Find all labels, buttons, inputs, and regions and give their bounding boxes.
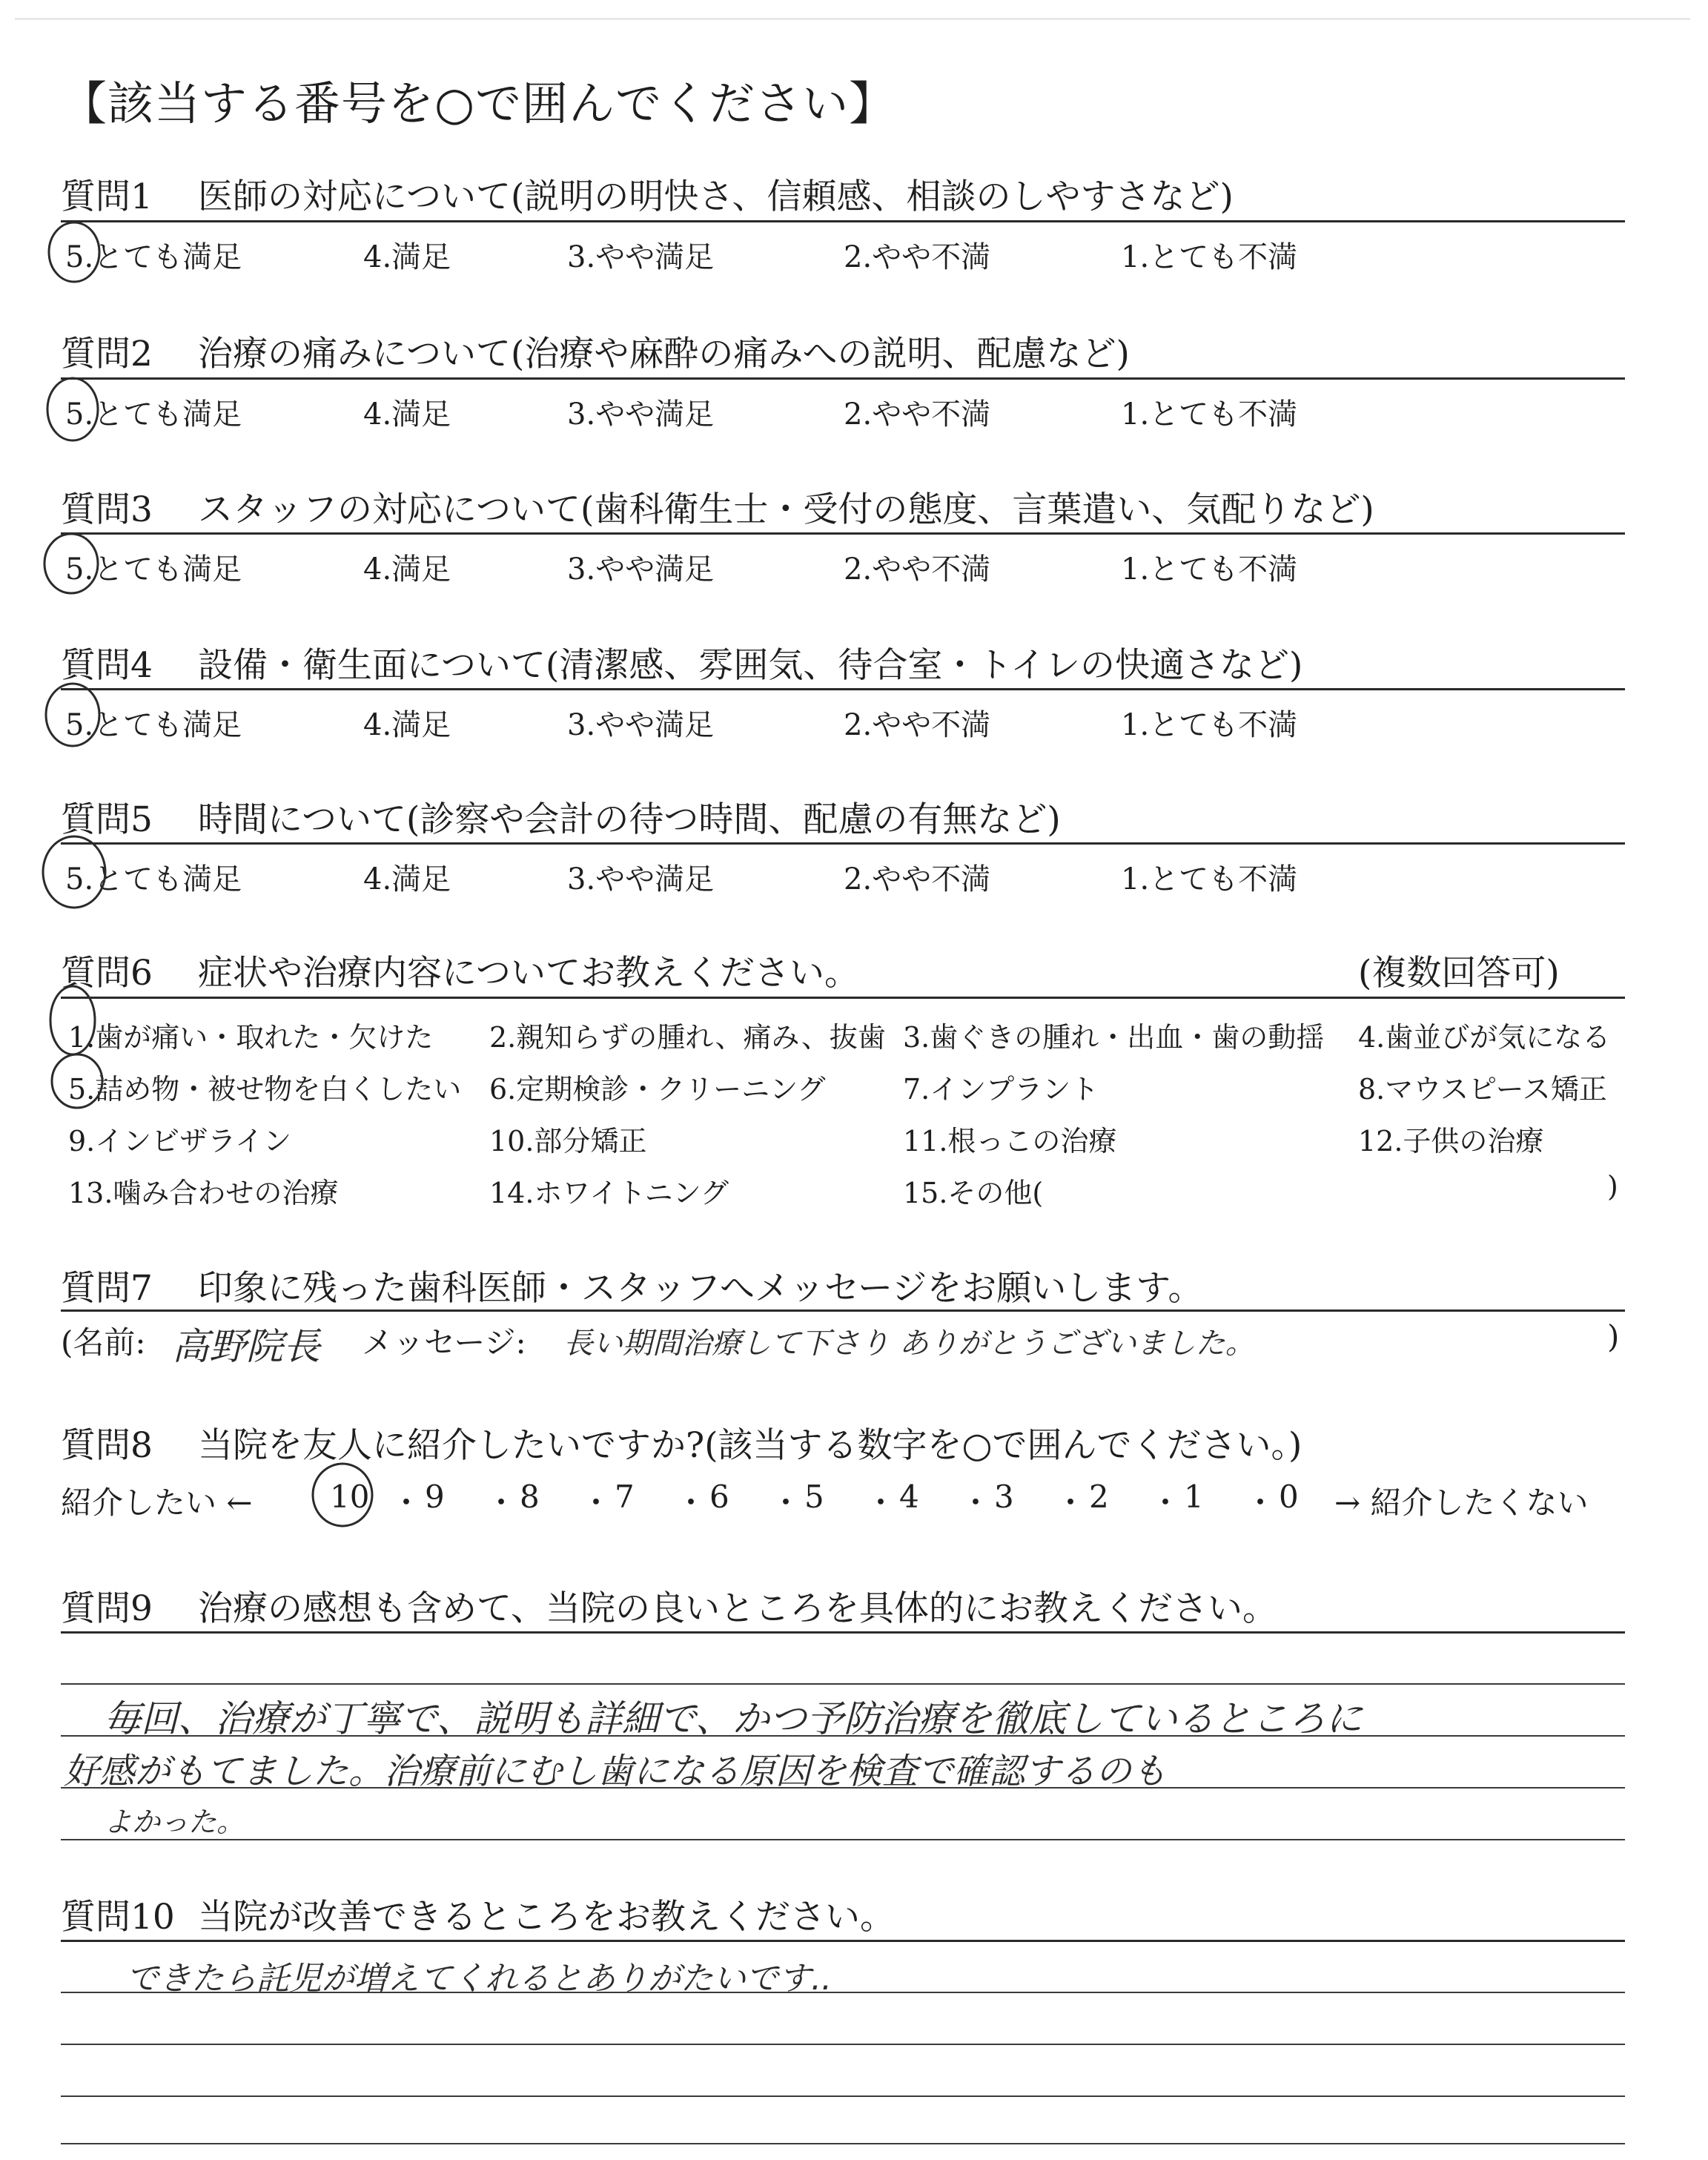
- question-8: [61, 1418, 1302, 1467]
- recommend-right-label: → 紹介したくない: [1334, 1484, 1589, 1521]
- recommend-score-6[interactable]: 6: [709, 1479, 729, 1515]
- question-number: 質問2: [61, 334, 153, 374]
- q6-option-1[interactable]: 1.歯が痛い・取れた・欠けた: [68, 1021, 434, 1054]
- answer-line: [61, 2095, 1625, 2097]
- recommend-score-8[interactable]: 8: [520, 1479, 540, 1515]
- q4-option-1[interactable]: 1.とても不満: [1121, 708, 1298, 742]
- question-text: 印象に残った歯科医師・スタッフへメッセージをお願いします。: [198, 1268, 1203, 1309]
- message-close-paren: ): [1607, 1318, 1620, 1355]
- recommend-score-9[interactable]: 9: [425, 1479, 445, 1515]
- q5-option-4[interactable]: 4.満足: [363, 862, 451, 896]
- question-7: [61, 1261, 1202, 1310]
- q6-option-4[interactable]: 4.歯並びが気になる: [1358, 1021, 1611, 1054]
- question-2: [61, 326, 1130, 376]
- scale-separator-dot: ・: [770, 1484, 802, 1521]
- scale-separator-dot: ・: [1150, 1484, 1182, 1521]
- handwritten-improvement-answer[interactable]: できたら託児が増えてくれるとありがたいです..: [126, 1960, 832, 1998]
- recommend-score-7[interactable]: 7: [615, 1479, 635, 1515]
- scale-separator-dot: ・: [580, 1484, 612, 1521]
- question-text: 症状や治療内容についてお教えください。: [198, 953, 860, 994]
- scale-separator-dot: ・: [1245, 1484, 1277, 1521]
- recommend-left-label: 紹介したい ←: [61, 1484, 253, 1521]
- recommend-score-3[interactable]: 3: [994, 1479, 1014, 1515]
- scale-separator-dot: ・: [391, 1484, 423, 1521]
- question-6: [61, 945, 859, 995]
- divider: [61, 688, 1625, 690]
- q6-option-6[interactable]: 6.定期検診・クリーニング: [489, 1073, 826, 1106]
- recommend-score-2[interactable]: 2: [1089, 1479, 1109, 1515]
- q3-option-1[interactable]: 1.とても不満: [1121, 552, 1298, 587]
- q3-option-4[interactable]: 4.満足: [363, 552, 451, 587]
- q5-option-3[interactable]: 3.やや満足: [567, 862, 715, 896]
- q6-option-11[interactable]: 11.根っこの治療: [903, 1125, 1117, 1157]
- q1-option-5[interactable]: 5.とても満足: [65, 240, 242, 274]
- divider: [61, 997, 1625, 999]
- q6-option-12[interactable]: 12.子供の治療: [1358, 1125, 1544, 1157]
- question-5: [61, 792, 1061, 842]
- scale-separator-dot: ・: [1055, 1484, 1087, 1521]
- q6-option-9[interactable]: 9.インビザライン: [68, 1125, 292, 1157]
- scale-separator-dot: ・: [675, 1484, 707, 1521]
- q6-option-5[interactable]: 5.詰め物・被せ物を白くしたい: [68, 1073, 462, 1106]
- recommend-score-0[interactable]: 0: [1279, 1479, 1299, 1515]
- recommend-score-1[interactable]: 1: [1184, 1479, 1204, 1515]
- question-3: [61, 482, 1374, 532]
- scale-separator-dot: ・: [960, 1484, 992, 1521]
- q5-option-1[interactable]: 1.とても不満: [1121, 862, 1298, 896]
- question-text: 治療の感想も含めて、当院の良いところを具体的にお教えください。: [198, 1588, 1278, 1629]
- q1-option-3[interactable]: 3.やや満足: [567, 240, 715, 274]
- q6-option-13[interactable]: 13.噛み合わせの治療: [68, 1177, 339, 1209]
- answer-line: [61, 2143, 1625, 2144]
- question-text: 設備・衛生面について(清潔感、雰囲気、待合室・トイレの快適さなど): [198, 645, 1303, 686]
- message-label: メッセージ:: [362, 1324, 526, 1361]
- q6-option-7[interactable]: 7.インプラント: [903, 1073, 1099, 1106]
- question-number: 質問10: [61, 1897, 175, 1938]
- q5-option-5[interactable]: 5.とても満足: [65, 862, 242, 896]
- divider: [61, 532, 1625, 535]
- question-number: 質問5: [61, 799, 153, 840]
- q2-option-4[interactable]: 4.満足: [363, 397, 451, 432]
- q6-option-8[interactable]: 8.マウスピース矯正: [1358, 1073, 1607, 1106]
- question-text: 治療の痛みについて(治療や麻酔の痛みへの説明、配慮など): [198, 334, 1130, 374]
- q6-option-3[interactable]: 3.歯ぐきの腫れ・出血・歯の動揺: [903, 1021, 1325, 1054]
- recommend-score-4[interactable]: 4: [899, 1479, 919, 1515]
- name-label: (名前:: [61, 1324, 146, 1361]
- divider: [61, 220, 1625, 222]
- q2-option-2[interactable]: 2.やや不満: [844, 397, 991, 432]
- question-number: 質問6: [61, 953, 153, 994]
- question-number: 質問4: [61, 645, 153, 686]
- q3-option-5[interactable]: 5.とても満足: [65, 552, 242, 587]
- divider: [61, 842, 1625, 845]
- answer-line: [61, 1839, 1625, 1840]
- question-text: 時間について(診察や会計の待つ時間、配慮の有無など): [198, 799, 1061, 840]
- handwritten-name[interactable]: 高野院長: [172, 1325, 320, 1368]
- question-text: 当院が改善できるところをお教えください。: [198, 1897, 895, 1938]
- handwritten-answer-line-3[interactable]: よかった。: [104, 1806, 245, 1838]
- q1-option-1[interactable]: 1.とても不満: [1121, 240, 1298, 274]
- q6-option-2[interactable]: 2.親知らずの腫れ、痛み、抜歯: [489, 1021, 886, 1054]
- q4-option-4[interactable]: 4.満足: [363, 708, 451, 742]
- question-9: [61, 1581, 1277, 1631]
- question-number: 質問8: [61, 1425, 153, 1466]
- divider: [61, 1309, 1625, 1312]
- question-10: [61, 1889, 895, 1939]
- divider: [61, 1631, 1625, 1634]
- q6-option-15[interactable]: 15.その他(: [903, 1177, 1044, 1209]
- q2-option-1[interactable]: 1.とても不満: [1121, 397, 1298, 432]
- question-text: 当院を友人に紹介したいですか?(該当する数字を○で囲んでください。): [198, 1425, 1302, 1466]
- scan-edge: [15, 18, 1690, 20]
- handwritten-answer-line-2[interactable]: 好感がもてました。治療前にむし歯になる原因を検査で確認するのも: [64, 1751, 1168, 1792]
- question-number: 質問1: [61, 176, 153, 217]
- multiple-answers-note: (複数回答可): [1358, 953, 1560, 994]
- question-1: [61, 169, 1234, 219]
- recommend-score-5[interactable]: 5: [804, 1479, 824, 1515]
- q4-option-2[interactable]: 2.やや不満: [844, 708, 991, 742]
- q5-option-2[interactable]: 2.やや不満: [844, 862, 991, 896]
- q6-option-10[interactable]: 10.部分矯正: [489, 1125, 647, 1157]
- q3-option-2[interactable]: 2.やや不満: [844, 552, 991, 587]
- question-text: 医師の対応について(説明の明快さ、信頼感、相談のしやすさなど): [198, 176, 1234, 217]
- scale-separator-dot: ・: [865, 1484, 897, 1521]
- recommend-score-10[interactable]: 10: [330, 1479, 370, 1515]
- question-number: 質問9: [61, 1588, 153, 1629]
- q3-option-3[interactable]: 3.やや満足: [567, 552, 715, 587]
- question-text: スタッフの対応について(歯科衛生士・受付の態度、言葉遣い、気配りなど): [198, 489, 1374, 530]
- question-number: 質問3: [61, 489, 153, 530]
- q6-option-14[interactable]: 14.ホワイトニング: [489, 1177, 729, 1209]
- handwritten-message[interactable]: 長い期間治療して下さり ありがとうございました。: [563, 1327, 1255, 1361]
- q4-option-5[interactable]: 5.とても満足: [65, 708, 242, 742]
- answer-line: [61, 2044, 1625, 2045]
- scale-separator-dot: ・: [486, 1484, 517, 1521]
- q4-option-3[interactable]: 3.やや満足: [567, 708, 715, 742]
- handwritten-answer-line-1[interactable]: 毎回、治療が丁寧で、説明も詳細で、かつ予防治療を徹底しているところに: [104, 1697, 1363, 1740]
- q6-other-close-paren: ): [1607, 1170, 1618, 1203]
- q2-option-3[interactable]: 3.やや満足: [567, 397, 715, 432]
- form-title: 【該当する番号を○で囲んでください】: [61, 76, 896, 131]
- divider: [61, 1940, 1625, 1942]
- question-number: 質問7: [61, 1268, 153, 1309]
- q2-option-5[interactable]: 5.とても満足: [65, 397, 242, 432]
- divider: [61, 377, 1625, 380]
- question-4: [61, 638, 1302, 687]
- q1-option-4[interactable]: 4.満足: [363, 240, 451, 274]
- q1-option-2[interactable]: 2.やや不満: [844, 240, 991, 274]
- answer-line: [61, 1683, 1625, 1685]
